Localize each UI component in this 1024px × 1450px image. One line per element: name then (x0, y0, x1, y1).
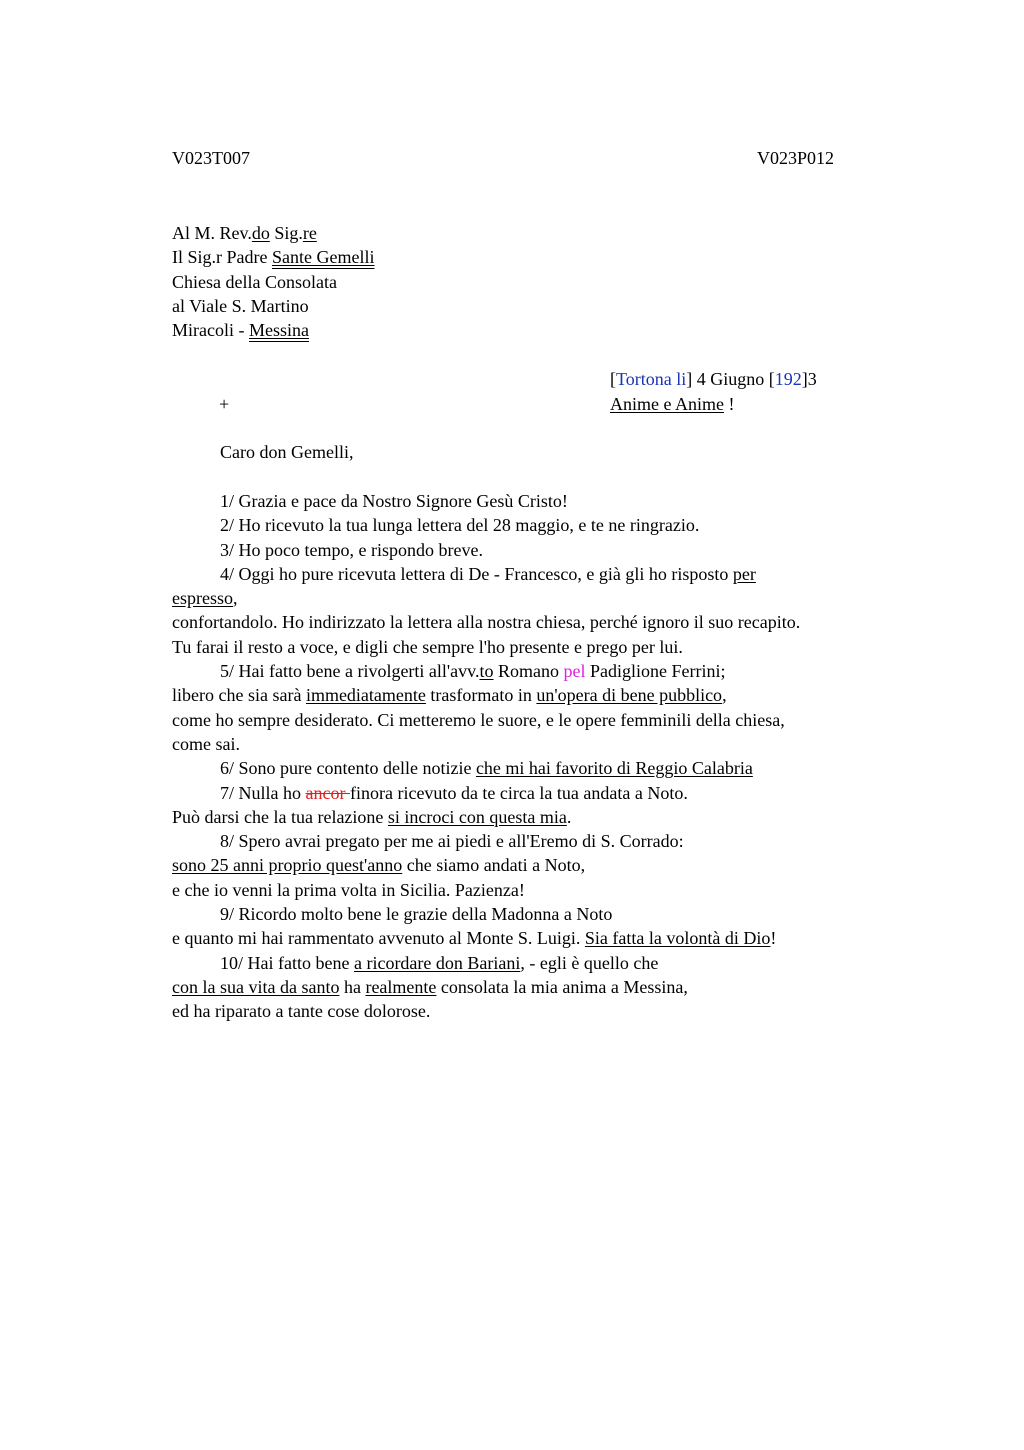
text: 10/ Hai fatto bene (220, 952, 354, 973)
paragraph-8-line-3: e che io venni la prima volta in Sicilia. Pazienza! (172, 879, 525, 900)
text: , (722, 685, 727, 706)
text: . (566, 806, 572, 827)
text: si incroci con questa mia (387, 806, 567, 827)
text: trasformato in (425, 685, 537, 706)
text: , (233, 588, 238, 609)
text: re (302, 223, 317, 243)
text: Può darsi che la tua relazione (172, 806, 388, 827)
text: e quanto mi hai rammentato avvenuto al Monte S. Luigi. (172, 928, 585, 949)
text: 192 (774, 369, 802, 389)
text: Miracoli - (172, 320, 249, 341)
paragraph-7-line-2 (172, 805, 902, 829)
text: per (732, 563, 756, 584)
paragraph-9-line-2 (172, 926, 902, 950)
text: a ricordare don Bariani (353, 952, 521, 973)
text: 7/ Nulla ho (220, 782, 306, 803)
text: Romano (493, 661, 564, 682)
text: libero che sia sarà (172, 685, 306, 706)
paragraph-8-line-2 (172, 853, 902, 877)
paragraph-5-line-3: come ho sempre desiderato. Ci metteremo le suore, e le opere femminili della chiesa, (172, 709, 785, 730)
address-line-5 (172, 318, 902, 342)
letter-body (172, 489, 902, 1024)
paragraph-2: 2/ Ho ricevuto la tua lunga lettera del 28 maggio, e te ne ringrazio. (220, 515, 700, 536)
text: immediatamente (305, 685, 426, 706)
paragraph-10-line-3: ed ha riparato a tante cose dolorose. (172, 1001, 431, 1022)
text: ! (770, 928, 777, 949)
paragraph-5-line-2 (172, 683, 902, 707)
text: Padiglione Ferrini; (585, 661, 726, 682)
text: realmente (365, 976, 437, 997)
text: Sia fatta la volontà di Dio (584, 928, 771, 949)
text: un'opera di bene pubblico (536, 685, 723, 706)
document-code-right: V023P012 (757, 148, 835, 168)
paragraph-10-line-2 (172, 975, 902, 999)
text: ! (723, 394, 735, 414)
text: [ (610, 369, 616, 389)
text: sono 25 anni proprio quest'anno (172, 855, 403, 876)
dateline (610, 367, 817, 391)
text: Sante Gemelli (271, 247, 375, 268)
paragraph-10-line-1 (172, 951, 902, 975)
text: Al M. Rev. (172, 223, 252, 243)
paragraph-1: 1/ Grazia e pace da Nostro Signore Gesù Cristo! (220, 491, 568, 511)
text: , - egli è quello che (520, 952, 659, 973)
text: ha (339, 976, 366, 997)
text: Tortona li (616, 369, 687, 389)
text: Messina (248, 320, 309, 341)
text: espresso (172, 588, 233, 609)
cross-symbol: + (219, 394, 230, 414)
text: 5/ Hai fatto bene a rivolgerti all'avv. (220, 661, 480, 682)
salutation: Caro don Gemelli, (220, 442, 354, 462)
paragraph-8-line-1: 8/ Spero avrai pregato per me ai piedi e all'Eremo di S. Corrado: (220, 831, 684, 852)
address-line-1 (172, 221, 902, 245)
text: ] 4 Giugno [ (686, 369, 775, 389)
document-code-left: V023T007 (172, 148, 250, 168)
text: finora ricevuto da te circa la tua andata a Noto. (349, 782, 688, 803)
paragraph-5-line-1 (172, 659, 902, 683)
text: Il Sig.r Padre (172, 247, 272, 268)
text: Sig. (269, 223, 303, 243)
text: ]3 (801, 369, 817, 389)
address-block (172, 221, 902, 342)
text: to (479, 661, 494, 682)
text: consolata la mia anima a Messina, (436, 976, 688, 997)
text: 6/ Sono pure contento delle notizie (220, 758, 476, 779)
text: 4/ Oggi ho pure ricevuta lettera di De - Francesco, e già gli ho risposto (220, 563, 733, 584)
paragraph-4-line-2 (172, 586, 902, 610)
paragraph-4-line-1 (172, 562, 902, 586)
address-line-2 (172, 245, 902, 269)
address-line-4: al Viale S. Martino (172, 295, 309, 316)
motto (610, 392, 734, 416)
text: con la sua vita da santo (172, 976, 340, 997)
text: che mi hai favorito di Reggio Calabria (475, 758, 753, 779)
paragraph-4-line-3: confortandolo. Ho indirizzato la lettera alla nostra chiesa, perché ignoro il suo recapito. (172, 612, 801, 633)
paragraph-6 (172, 756, 902, 780)
paragraph-4-line-4: Tu farai il resto a voce, e digli che sempre l'ho presente e prego per lui. (172, 636, 683, 657)
paragraph-3: 3/ Ho poco tempo, e rispondo breve. (220, 539, 483, 560)
paragraph-7-line-1 (172, 781, 902, 805)
address-line-3: Chiesa della Consolata (172, 271, 337, 292)
paragraph-9-line-1: 9/ Ricordo molto bene le grazie della Madonna a Noto (220, 904, 613, 925)
deleted-text: ancor (305, 782, 350, 803)
text: che siamo andati a Noto, (402, 855, 586, 876)
text: do (251, 223, 270, 243)
paragraph-5-line-4: come sai. (172, 733, 240, 754)
text: Anime e Anime (610, 394, 724, 414)
text: pel (563, 661, 586, 682)
